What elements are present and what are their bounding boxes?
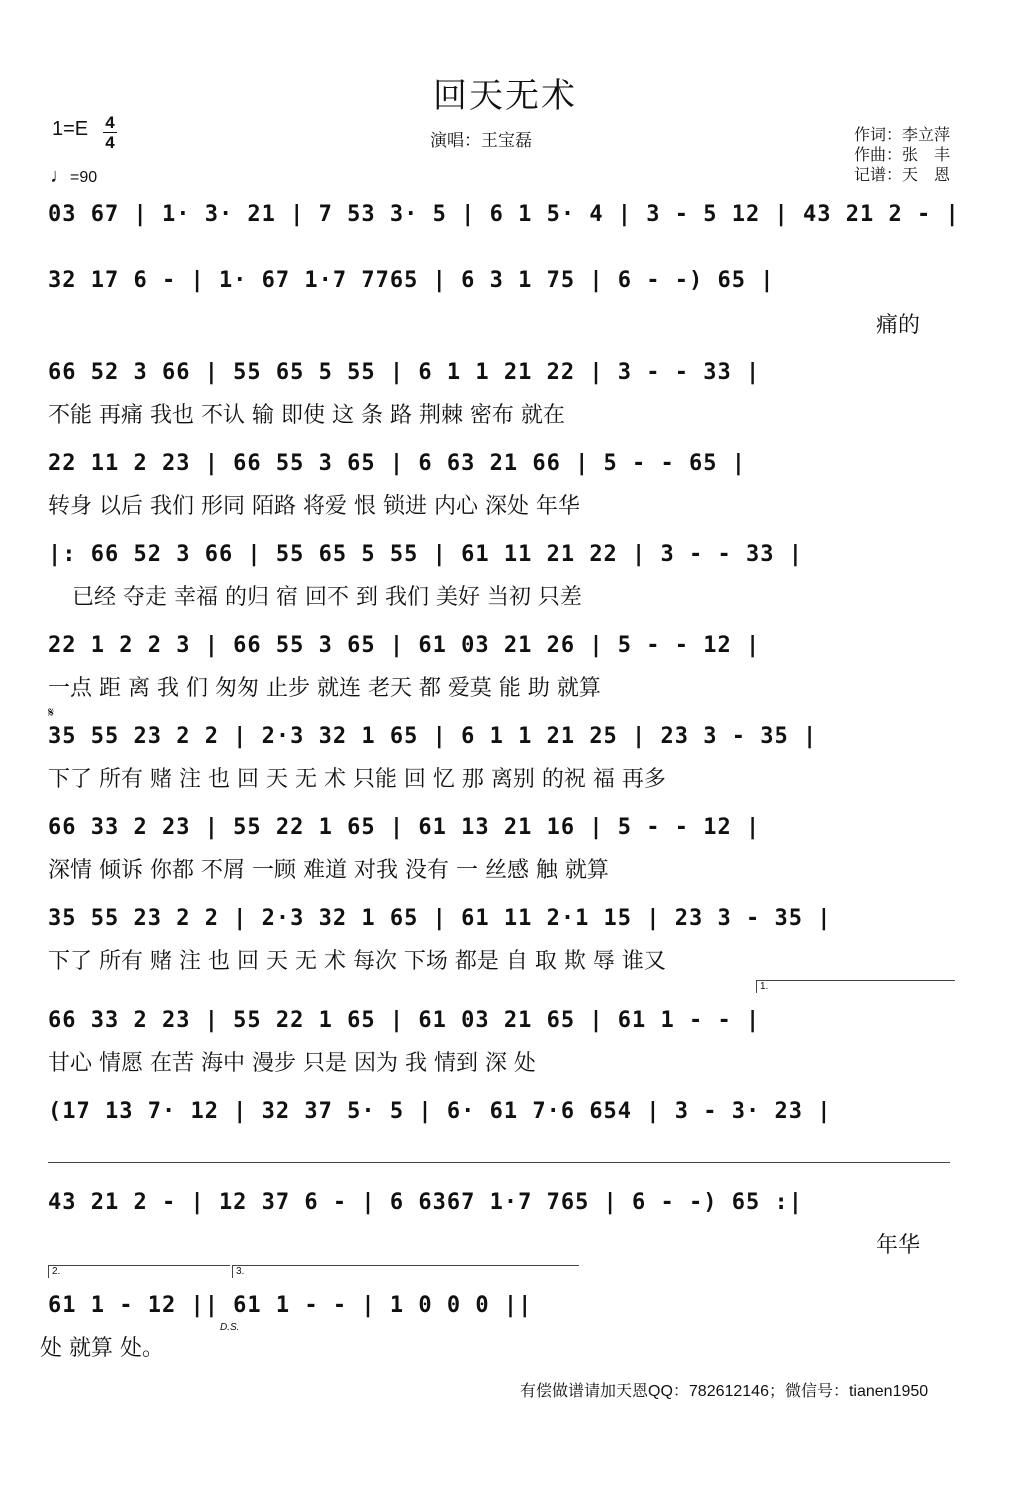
- score-row-12-lyrics: 年华: [876, 1233, 921, 1258]
- score-row-4-lyrics: 转身 以后 我们 形同 陌路 将爱 恨 锁进 内心 深处 年华: [48, 494, 580, 519]
- score-row-12-notes: 43 21 2 - | 12 37 6 - | 6 6367 1·7 765 | 6 - -) 65 :|: [48, 1190, 803, 1215]
- singer-credit: 演唱：王宝磊: [430, 131, 532, 150]
- key-signature: 1=E: [52, 118, 89, 140]
- volta-bracket-first: 1.: [756, 980, 955, 993]
- score-row-9-notes: 35 55 23 2 2 | 2·3 32 1 65 | 61 11 2·1 15 | 23 3 - 35 |: [48, 906, 832, 931]
- score-row-4-notes: 22 11 2 23 | 66 55 3 65 | 6 63 21 66 | 5 - - 65 |: [48, 451, 747, 476]
- footer-contact: 有偿做谱请加天恩QQ：782612146；微信号：tianen1950: [520, 1383, 929, 1400]
- lyricist-credit: 作词：李立萍: [854, 127, 951, 144]
- score-row-13-notes: 61 1 - 12 || 61 1 - - | 1 0 0 0 ||: [48, 1293, 533, 1318]
- volta-continuation-line: [48, 1162, 950, 1163]
- segno-sign: 𝄋: [48, 704, 55, 720]
- transcriber-credit: 记谱：天 恩: [854, 167, 951, 184]
- score-row-8-notes: 66 33 2 23 | 55 22 1 65 | 61 13 21 16 | 5 - - 12 |: [48, 815, 761, 840]
- score-row-2-notes: 32 17 6 - | 1· 67 1·7 7765 | 6 3 1 75 | 6 - -) 65 |: [48, 268, 775, 293]
- score-row-1-notes: 03 67 | 1· 3· 21 | 7 53 3· 5 | 6 1 5· 4 | 3 - 5 12 | 43 21 2 - |: [48, 202, 960, 227]
- da-segno-mark: D.S.: [220, 1322, 240, 1333]
- score-row-5-lyrics: 已经 夺走 幸福 的归 宿 回不 到 我们 美好 当初 只差: [72, 585, 582, 610]
- score-row-7-lyrics: 下了 所有 赌 注 也 回 天 无 术 只能 回 忆 那 离别 的祝 福 再多: [48, 767, 666, 792]
- time-signature: [103, 113, 117, 152]
- score-row-10-lyrics: 甘心 情愿 在苦 海中 漫步 只是 因为 我 情到 深 处: [48, 1051, 536, 1076]
- score-row-5-notes: |: 66 52 3 66 | 55 65 5 55 | 61 11 21 22 | 3 - - 33 |: [48, 542, 803, 567]
- score-row-9-lyrics: 下了 所有 赌 注 也 回 天 无 术 每次 下场 都是 自 取 欺 辱 谁又: [48, 949, 666, 974]
- credits-block: [854, 126, 950, 186]
- score-row-7-notes: 35 55 23 2 2 | 2·3 32 1 65 | 6 1 1 21 25 | 23 3 - 35 |: [48, 724, 818, 749]
- score-row-8-lyrics: 深情 倾诉 你都 不屑 一顾 难道 对我 没有 一 丝感 触 就算: [48, 858, 609, 883]
- score-row-6-lyrics: 一点 距 离 我 们 匆匆 止步 就连 老天 都 爱莫 能 助 就算: [48, 676, 601, 701]
- score-row-2-lyrics: 痛的: [876, 313, 921, 338]
- score-row-3-lyrics: 不能 再痛 我也 不认 输 即使 这 条 路 荆棘 密布 就在: [48, 403, 565, 428]
- time-signature-top: 4: [105, 113, 115, 132]
- time-signature-bottom: 4: [105, 133, 115, 152]
- score-row-3-notes: 66 52 3 66 | 55 65 5 55 | 6 1 1 21 22 | 3 - - 33 |: [48, 360, 761, 385]
- score-row-13-lyrics: 处 就算 处。: [40, 1336, 164, 1361]
- tempo-marking: [50, 165, 97, 188]
- song-title: 回天无术: [433, 76, 577, 116]
- volta-bracket-second: 2.: [48, 1265, 230, 1278]
- volta-bracket-third: 3.: [232, 1265, 579, 1278]
- tempo-value: =90: [70, 169, 98, 186]
- composer-credit: 作曲：张 丰: [854, 147, 951, 164]
- score-row-10-notes: 66 33 2 23 | 55 22 1 65 | 61 03 21 65 | 61 1 - - |: [48, 1008, 761, 1033]
- score-row-11-notes: (17 13 7· 12 | 32 37 5· 5 | 6· 61 7·6 654 | 3 - 3· 23 |: [48, 1099, 832, 1124]
- quarter-note-icon: ♩: [50, 165, 70, 187]
- score-row-6-notes: 22 1 2 2 3 | 66 55 3 65 | 61 03 21 26 | 5 - - 12 |: [48, 633, 761, 658]
